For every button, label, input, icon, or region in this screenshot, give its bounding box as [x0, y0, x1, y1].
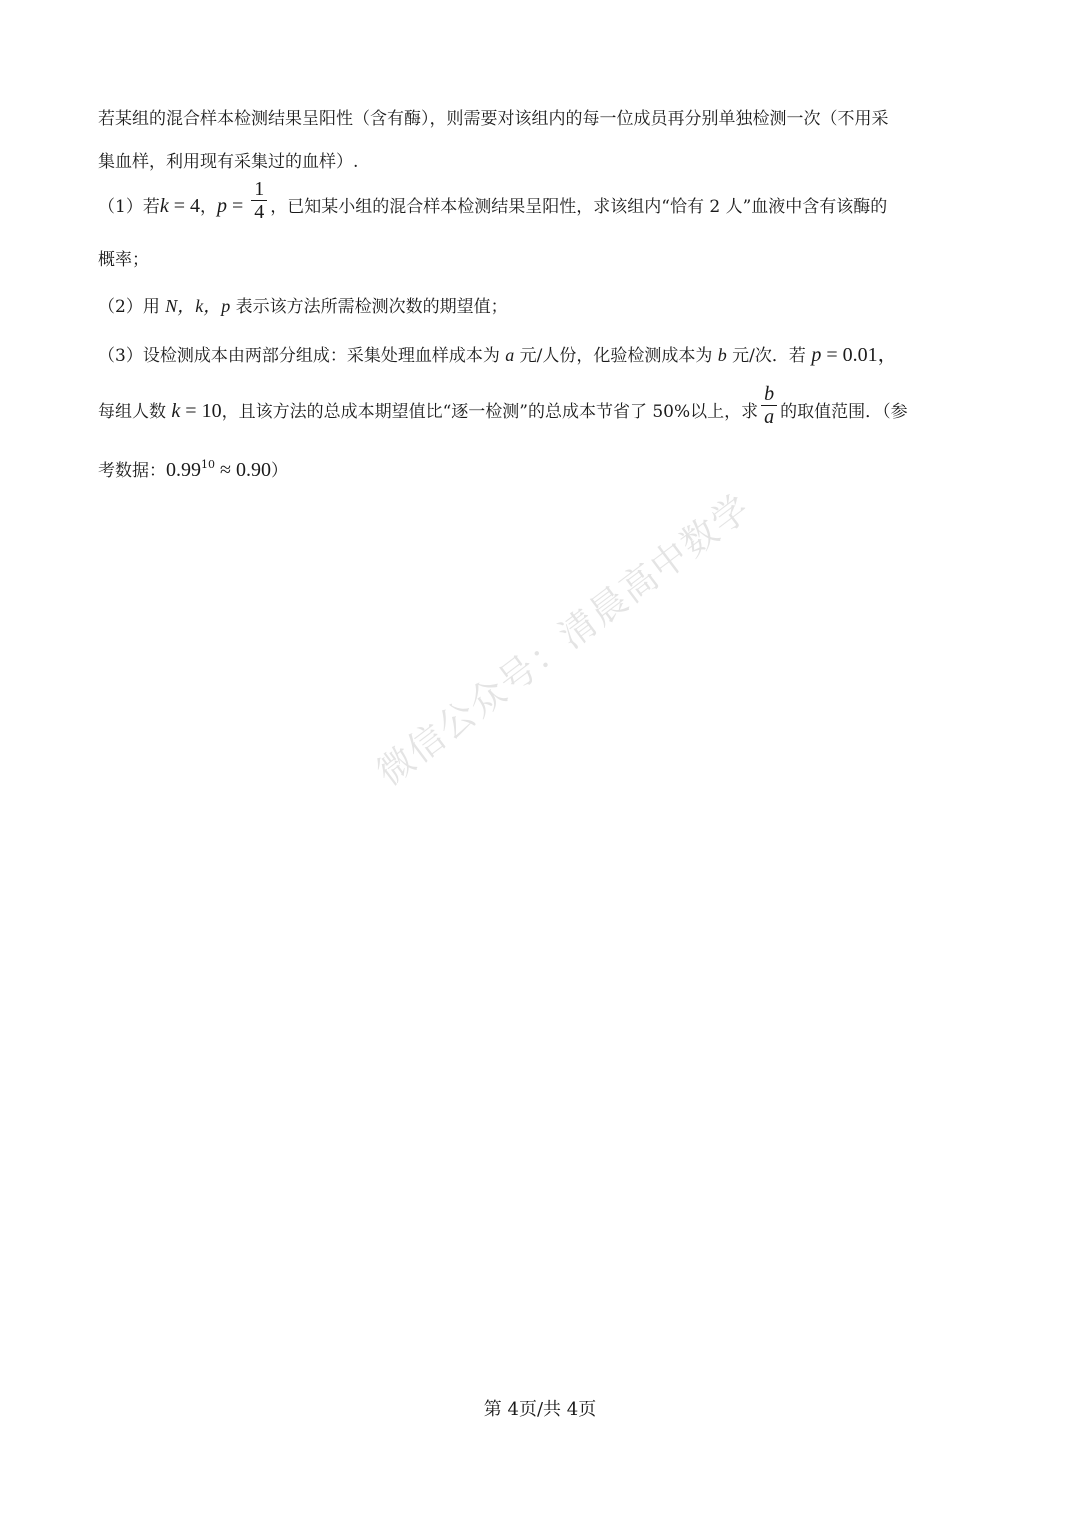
p-value: = 0.01， — [821, 344, 898, 366]
q3-text-b: 元/人份，化验检测成本为 — [514, 346, 718, 366]
q3-line3-a: 考数据： — [98, 461, 166, 481]
var-p: p — [217, 195, 227, 217]
var-p: p — [811, 344, 822, 366]
question-3 — [98, 345, 898, 365]
text-line-2: 集血样，利用现有采集过的血样）. — [98, 152, 359, 172]
question-1-line-2 — [98, 252, 149, 269]
ref-base: 0.99 — [166, 459, 201, 481]
q2-variables: N，k，p — [165, 296, 231, 316]
k-value: = 4 — [168, 195, 200, 217]
question-3-line-3 — [98, 459, 288, 480]
var-k: k — [159, 195, 169, 217]
var-k: k — [171, 400, 181, 422]
paragraph-line-1 — [98, 111, 889, 128]
ref-approx: ≈ 0.90 — [215, 459, 271, 481]
paragraph-line-2 — [98, 154, 358, 171]
fraction-one-quarter — [251, 178, 267, 223]
var-b: b — [717, 345, 727, 365]
q3-text-c: 元/次．若 — [726, 346, 812, 366]
q2-text: 表示该方法所需检测次数的期望值； — [230, 297, 508, 317]
fraction-denominator: 4 — [251, 200, 267, 223]
fraction-numerator: 1 — [254, 178, 265, 200]
page-footer: 第 4页/共 4页 — [483, 1399, 597, 1420]
q3-line3-b: ） — [270, 461, 288, 481]
q1-text-2: 概率； — [98, 250, 149, 270]
equals: = — [227, 195, 249, 217]
var-a: a — [505, 345, 515, 365]
ref-exponent: 10 — [201, 458, 215, 471]
fraction-denominator: a — [761, 405, 777, 428]
fraction-b-over-a — [761, 383, 777, 428]
k-value: = 10 — [180, 400, 222, 422]
q3-line2-a: 每组人数 — [98, 402, 172, 422]
watermark: 微信公众号：清晨高中数学 — [369, 486, 759, 795]
q1-text: ，已知某小组的混合样本检测结果呈阳性，求该组内“恰有 2 人”血液中含有该酶的 — [270, 197, 888, 217]
question-2 — [98, 297, 508, 316]
q3-line2-b: ，且该方法的总成本期望值比“逐一检测”的总成本节省了 50%以上，求 — [221, 402, 759, 422]
text-line-1: 若某组的混合样本检测结果呈阳性（含有酶），则需要对该组内的每一位成员再分别单独检测一次（不用采 — [98, 109, 889, 129]
question-3-line-2 — [98, 383, 908, 428]
q3-line2-c: 的取值范围．（参 — [780, 402, 908, 422]
q1-prefix: （1）若 — [98, 197, 160, 217]
q3-text-a: （3）设检测成本由两部分组成：采集处理血样成本为 — [98, 346, 506, 366]
fraction-numerator: b — [764, 383, 775, 405]
question-1 — [98, 178, 888, 223]
q2-prefix: （2）用 — [98, 297, 166, 317]
separator: ， — [200, 197, 217, 217]
